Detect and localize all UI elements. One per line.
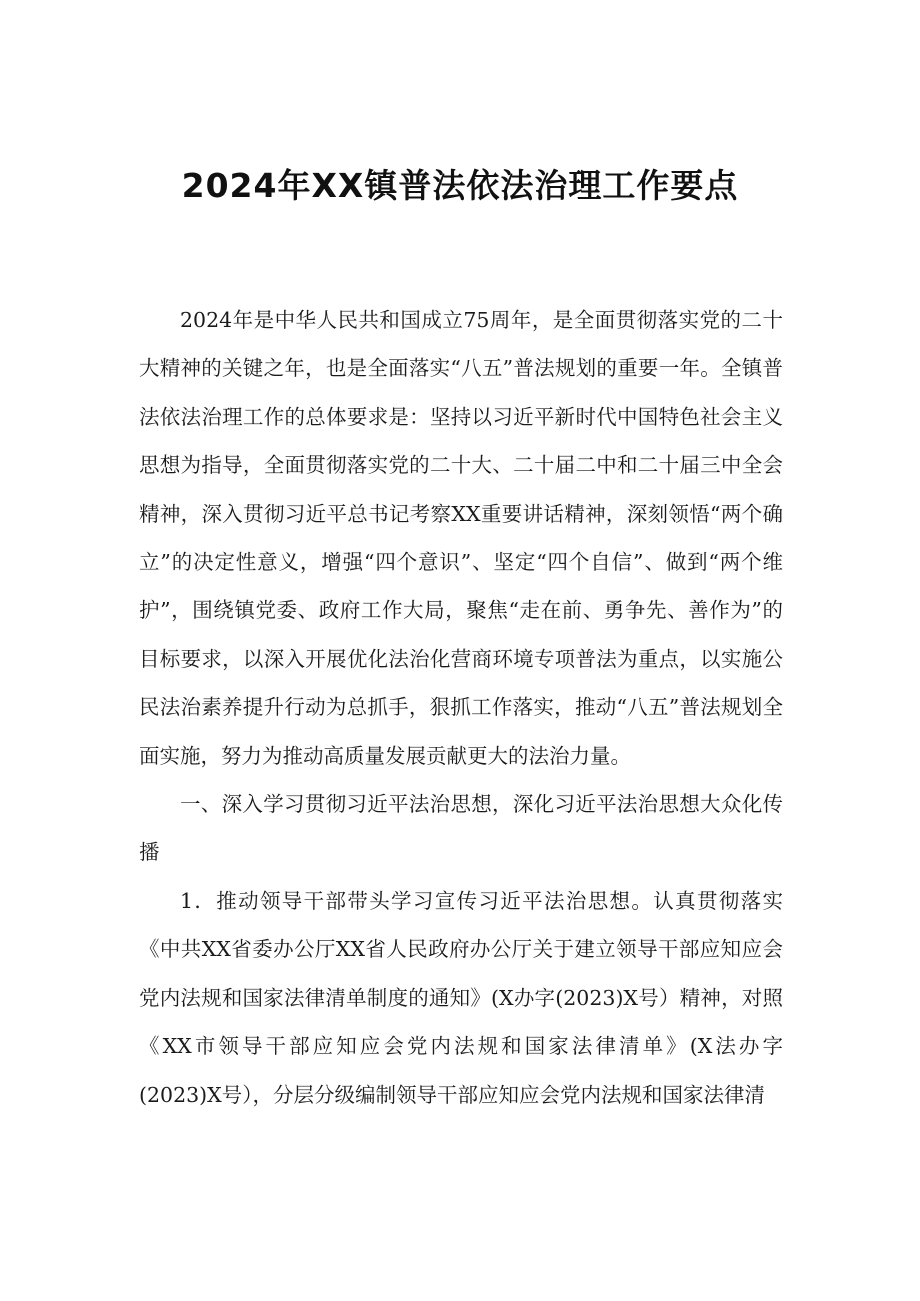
document-body	[139, 296, 783, 1119]
section-heading-1: 一、深入学习贯彻习近平法治思想，深化习近平法治思想大众化传播	[139, 792, 783, 865]
intro-paragraph: 2024年是中华人民共和国成立75周年，是全面贯彻落实党的二十大精神的关键之年，也是全面落实“八五”普法规划的重要一年。全镇普法依法治理工作的总体要求是：坚持以习近平新时代中国特色社会主义思想为指导，全面贯彻落实党的二十大、二十届二中和二十届三中全会精神，深入贯彻习近平总书记考察XX重要讲话精神，深刻领悟“两个确立”的决定性意义，增强“四个意识”、坚定“四个自信”、做到“两个维护”，围绕镇党委、政府工作大局，聚焦“走在前、勇争先、善作为”的目标要求，以深入开展优化法治化营商环境专项普法为重点，以实施公民法治素养提升行动为总抓手，狠抓工作落实，推动“八五”普法规划全面实施，努力为推动高质量发展贡献更大的法治力量。	[139, 308, 783, 768]
document-title: 2024年XX镇普法依法治理工作要点	[181, 166, 739, 205]
item-paragraph-1: 1．推动领导干部带头学习宣传习近平法治思想。认真贯彻落实《中共XX省委办公厅XX省人民政府办公厅关于建立领导干部应知应会党内法规和国家法律清单制度的通知》(X办字(2023)X号）精神，对照《XX市领导干部应知应会党内法规和国家法律清单》(X法办字(2023)X号），分层分级编制领导干部应知应会党内法规和国家法律清	[139, 888, 783, 1107]
